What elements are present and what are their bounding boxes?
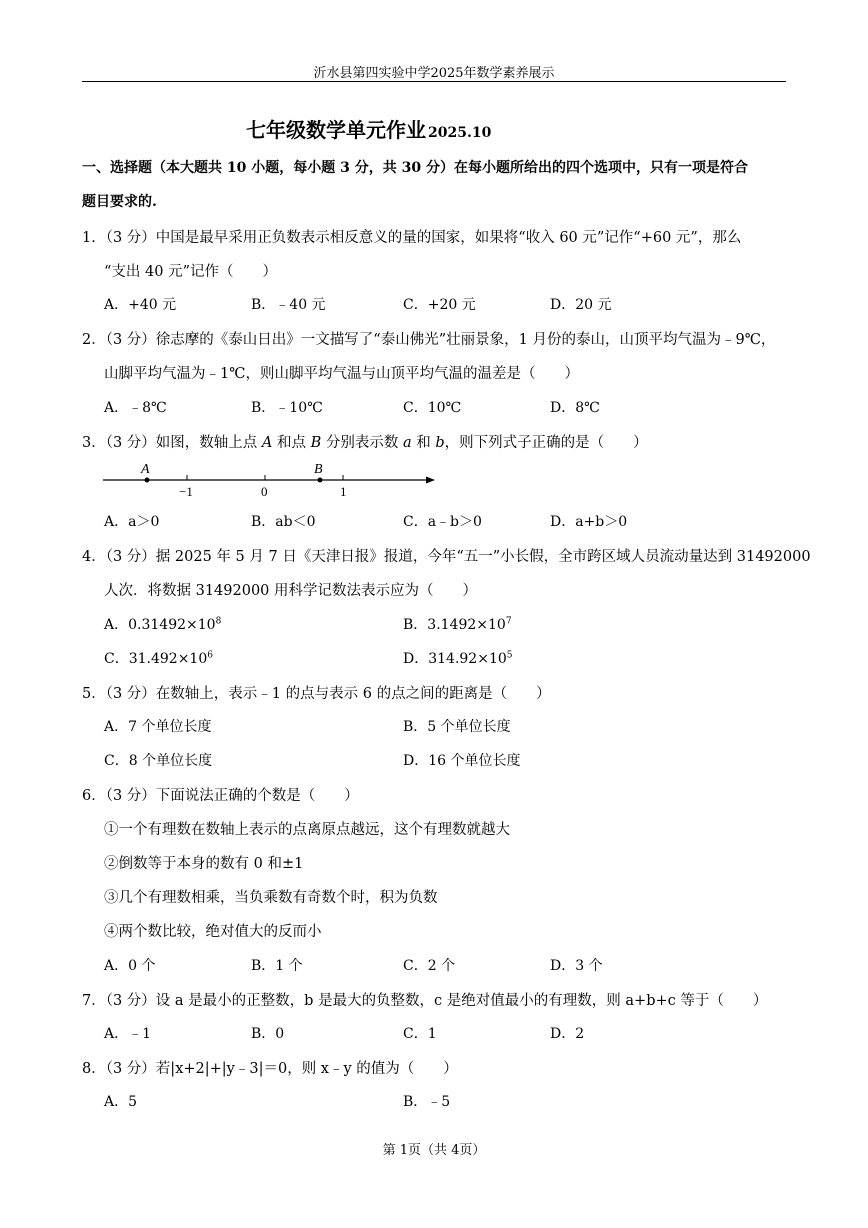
page-title: [246, 114, 491, 143]
q3-option-a[interactable]: A．a＞0: [104, 514, 160, 530]
q6-statement-3: ③几个有理数相乘，当负乘数有奇数个时，积为负数: [104, 890, 438, 906]
page-header: 沂水县第四实验中学2025年数学素养展示: [313, 66, 555, 81]
q1-option-c[interactable]: C．+20 元: [403, 297, 476, 313]
q5-option-c[interactable]: C．8 个单位长度: [104, 753, 213, 769]
question-1-text-cont: “支出 40 元”记作（ ）: [104, 264, 277, 280]
q2-option-b[interactable]: B．﹣10℃: [251, 400, 323, 416]
question-4-text: 4．（3 分）据 2025 年 5 月 7 日《天津日报》报道，今年“五一”小长假，全市跨区域人员流动量达到 31492000: [82, 549, 811, 565]
q6-option-a[interactable]: A．0 个: [104, 958, 156, 974]
q4-option-c[interactable]: C．$31.492\times 10^6$: [104, 650, 213, 667]
q6-statement-2: ②倒数等于本身的数有 0 和±1: [104, 856, 304, 872]
q8-option-a[interactable]: A．5: [104, 1094, 138, 1110]
q2-option-c[interactable]: C．10℃: [403, 400, 462, 416]
point-b-label: B: [314, 462, 323, 477]
question-5-text: 5．（3 分）在数轴上，表示﹣1 的点与表示 6 的点之间的距离是（ ）: [82, 686, 551, 702]
page-footer: 第 1页（共 4页）: [382, 1143, 486, 1158]
point-b-dot: [318, 478, 323, 483]
header-divider: [82, 81, 786, 82]
q1-option-a[interactable]: A．+40 元: [104, 297, 177, 313]
section-heading-line1: 一、选择题（本大题共 10 小题，每小题 3 分，共 30 分）在每小题所给出的四个选项中，只有一项是符合: [82, 160, 748, 176]
q3-option-b[interactable]: B．ab＜0: [251, 514, 316, 530]
q7-option-c[interactable]: C．1: [403, 1026, 437, 1042]
title-main: 七年级数学单元作业: [246, 118, 426, 142]
point-a-dot: [145, 478, 150, 483]
q4-option-a[interactable]: A．$0.31492\times 10^8$: [104, 616, 222, 633]
q4-option-d[interactable]: D．$314.92\times 10^5$: [403, 650, 513, 667]
question-1-text: 1．（3 分）中国是最早采用正负数表示相反意义的量的国家，如果将“收入 60 元”记作“+60 元”，那么: [82, 230, 742, 246]
section-heading-line2: 题目要求的.: [82, 194, 157, 210]
q4-option-b[interactable]: B．$3.1492\times 10^7$: [403, 616, 512, 633]
q5-option-d[interactable]: D．16 个单位长度: [403, 753, 521, 769]
q7-option-b[interactable]: B．0: [251, 1026, 285, 1042]
tick-label-1: 1: [340, 484, 347, 499]
question-8-text: 8．（3 分）若|x+2|+|y﹣3|＝0，则 x﹣y 的值为（ ）: [82, 1061, 458, 1077]
q8-option-b[interactable]: B．﹣5: [403, 1094, 451, 1110]
q3-option-d[interactable]: D．a+b＞0: [550, 514, 628, 530]
q7-option-d[interactable]: D．2: [550, 1026, 585, 1042]
question-6-text: 6．（3 分）下面说法正确的个数是（ ）: [82, 788, 359, 804]
q7-option-a[interactable]: A．﹣1: [104, 1026, 152, 1042]
tick-label-0: 0: [261, 484, 268, 499]
q3-option-c[interactable]: C．a﹣b＞0: [403, 514, 482, 530]
tick-label-minus-1: −1: [179, 484, 193, 499]
title-date: 2025.10: [428, 125, 492, 141]
q6-statement-1: ①一个有理数在数轴上表示的点离原点越远，这个有理数就越大: [104, 822, 510, 838]
q6-option-c[interactable]: C．2 个: [403, 958, 456, 974]
number-line-figure: [100, 458, 445, 500]
q5-option-b[interactable]: B．5 个单位长度: [403, 719, 511, 735]
question-7-text: 7．（3 分）设 a 是最小的正整数，b 是最大的负整数，c 是绝对值最小的有理数，则 a+b+c 等于（ ）: [82, 993, 768, 1009]
q6-option-b[interactable]: B．1 个: [251, 958, 303, 974]
q2-option-d[interactable]: D．8℃: [550, 400, 600, 416]
q6-option-d[interactable]: D．3 个: [550, 958, 603, 974]
question-2-text-cont: 山脚平均气温为﹣1℃，则山脚平均气温与山顶平均气温的温差是（ ）: [104, 366, 579, 382]
number-line-arrow: [426, 477, 435, 484]
q1-option-b[interactable]: B．﹣40 元: [251, 297, 326, 313]
question-3-text: 3．（3 分）如图，数轴上点 A 和点 B 分别表示数 a 和 b，则下列式子正确的是（ ）: [82, 435, 648, 451]
question-4-text-cont: 人次．将数据 31492000 用科学记数法表示应为（ ）: [104, 583, 478, 599]
point-a-label: A: [141, 462, 150, 477]
q1-option-d[interactable]: D．20 元: [550, 297, 612, 313]
q6-statement-4: ④两个数比较，绝对值大的反而小: [104, 924, 322, 940]
question-2-text: 2．（3 分）徐志摩的《泰山日出》一文描写了“泰山佛光”壮丽景象，1 月份的泰山，山顶平均气温为﹣9℃，: [82, 332, 776, 348]
q2-option-a[interactable]: A．﹣8℃: [104, 400, 167, 416]
q5-option-a[interactable]: A．7 个单位长度: [104, 719, 212, 735]
